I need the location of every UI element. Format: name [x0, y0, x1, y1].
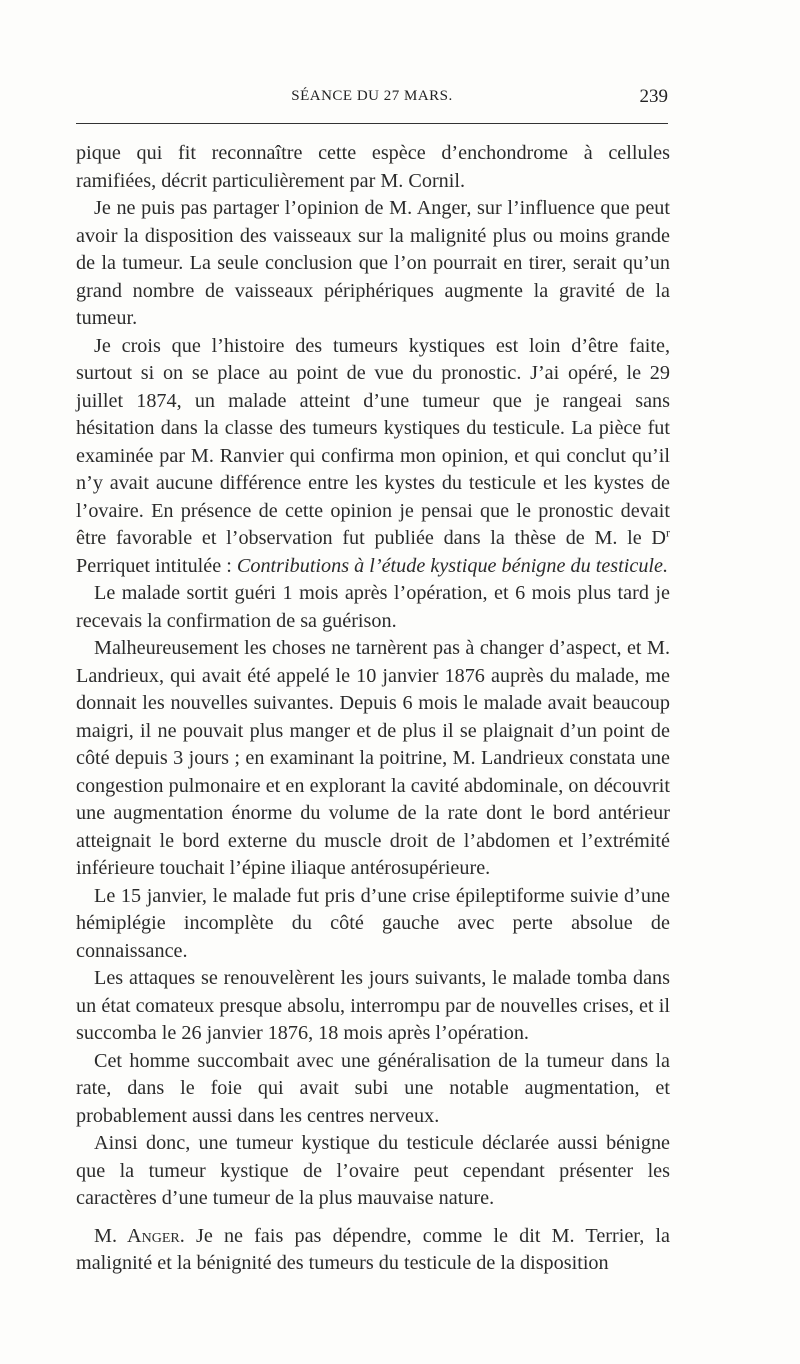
paragraph-2: Je ne puis pas partager l’opinion de M. Anger, sur l’influence que peut avoir la disposition des vaisseaux sur la malignité plus ou moins grande de la tumeur. La seule conclusion que l’on pourrait en tirer, serait qu’un grand nombre de vaisseaux périphériques augmente la gravité de la tumeur.: [76, 197, 670, 329]
paragraph-1: pique qui fit reconnaître cette espèce d’enchondrome à cellules ramifiées, décrit particulièrement par M. Cornil.: [76, 142, 670, 192]
body-text: [76, 140, 670, 1278]
running-title: SÉANCE DU 27 MARS.: [291, 88, 453, 104]
paragraph-3-text-cont: Perriquet intitulée :: [76, 554, 237, 577]
paragraph-5: Malheureusement les choses ne tarnèrent pas à changer d’aspect, et M. Landrieux, qui avait été appelé le 10 janvier 1876 auprès du malade, me donnait les nouvelles suivantes. Depuis 6 mois le malade avait beaucoup maigri, il ne pouvait plus manger et de plus il se plaignait d’un point de côté depuis 3 jours ; en examinant la poitrine, M. Landrieux constata une congestion pulmonaire et en explorant la cavité abdominale, on découvrit une augmentation énorme du volume de la rate dont le bord antérieur atteignait le bord externe du muscle droit de l’abdomen et l’extrémité inférieure touchait l’épine iliaque antérosupérieure.: [76, 637, 670, 879]
paragraph-9: Ainsi donc, une tumeur kystique du testicule déclarée aussi bénigne que la tumeur kystique de l’ovaire peut cependant présenter les caractères d’une tumeur de la plus mauvaise nature.: [76, 1132, 670, 1209]
paragraph-10-text: Je ne fais pas dépendre, comme le dit M. Terrier, la malignité et la bénignité des tumeurs du testicule de la disposition: [76, 1224, 670, 1274]
thesis-title: Contributions à l’étude kystique bénigne du testicule.: [236, 554, 669, 577]
speaker-name: M. Anger.: [94, 1224, 185, 1247]
header-rule: [76, 123, 668, 124]
paragraph-6: Le 15 janvier, le malade fut pris d’une crise épileptiforme suivie d’une hémiplégie incomplète du côté gauche avec perte absolue de connaissance.: [76, 884, 670, 962]
paragraph-8: Cet homme succombait avec une généralisation de la tumeur dans la rate, dans le foie qui avait subi une notable augmentation, et probablement aussi dans les centres nerveux.: [76, 1049, 670, 1127]
running-head: [76, 86, 668, 116]
paragraph-3: [76, 333, 670, 581]
page-number: 239: [639, 86, 668, 107]
doctor-superscript: r: [666, 525, 670, 540]
paragraph-4: Le malade sortit guéri 1 mois après l’opération, et 6 mois plus tard je recevais la confirmation de sa guérison.: [76, 582, 670, 632]
paragraph-10: [76, 1223, 670, 1278]
paragraph-3-text: Je crois que l’histoire des tumeurs kystiques est loin d’être faite, surtout si on se place au point de vue du pronostic. J’ai opéré, le 29 juillet 1874, un malade atteint d’une tumeur que je rangeai sans hésitation dans la classe des tumeurs kystiques du testicule. La pièce fut examinée par M. Ranvier qui confirma mon opinion, et qui conclut qu’il n’y avait aucune différence entre les kystes du testicule et les kystes de l’ovaire. En présence de cette opinion je pensai que le pronostic devait être favorable et l’observation fut publiée dans la thèse de M. le D: [76, 334, 670, 549]
paragraph-7: Les attaques se renouvelèrent les jours suivants, le malade tomba dans un état comateux presque absolu, interrompu par de nouvelles crises, et il succomba le 26 janvier 1876, 18 mois après l’opération.: [76, 967, 670, 1044]
